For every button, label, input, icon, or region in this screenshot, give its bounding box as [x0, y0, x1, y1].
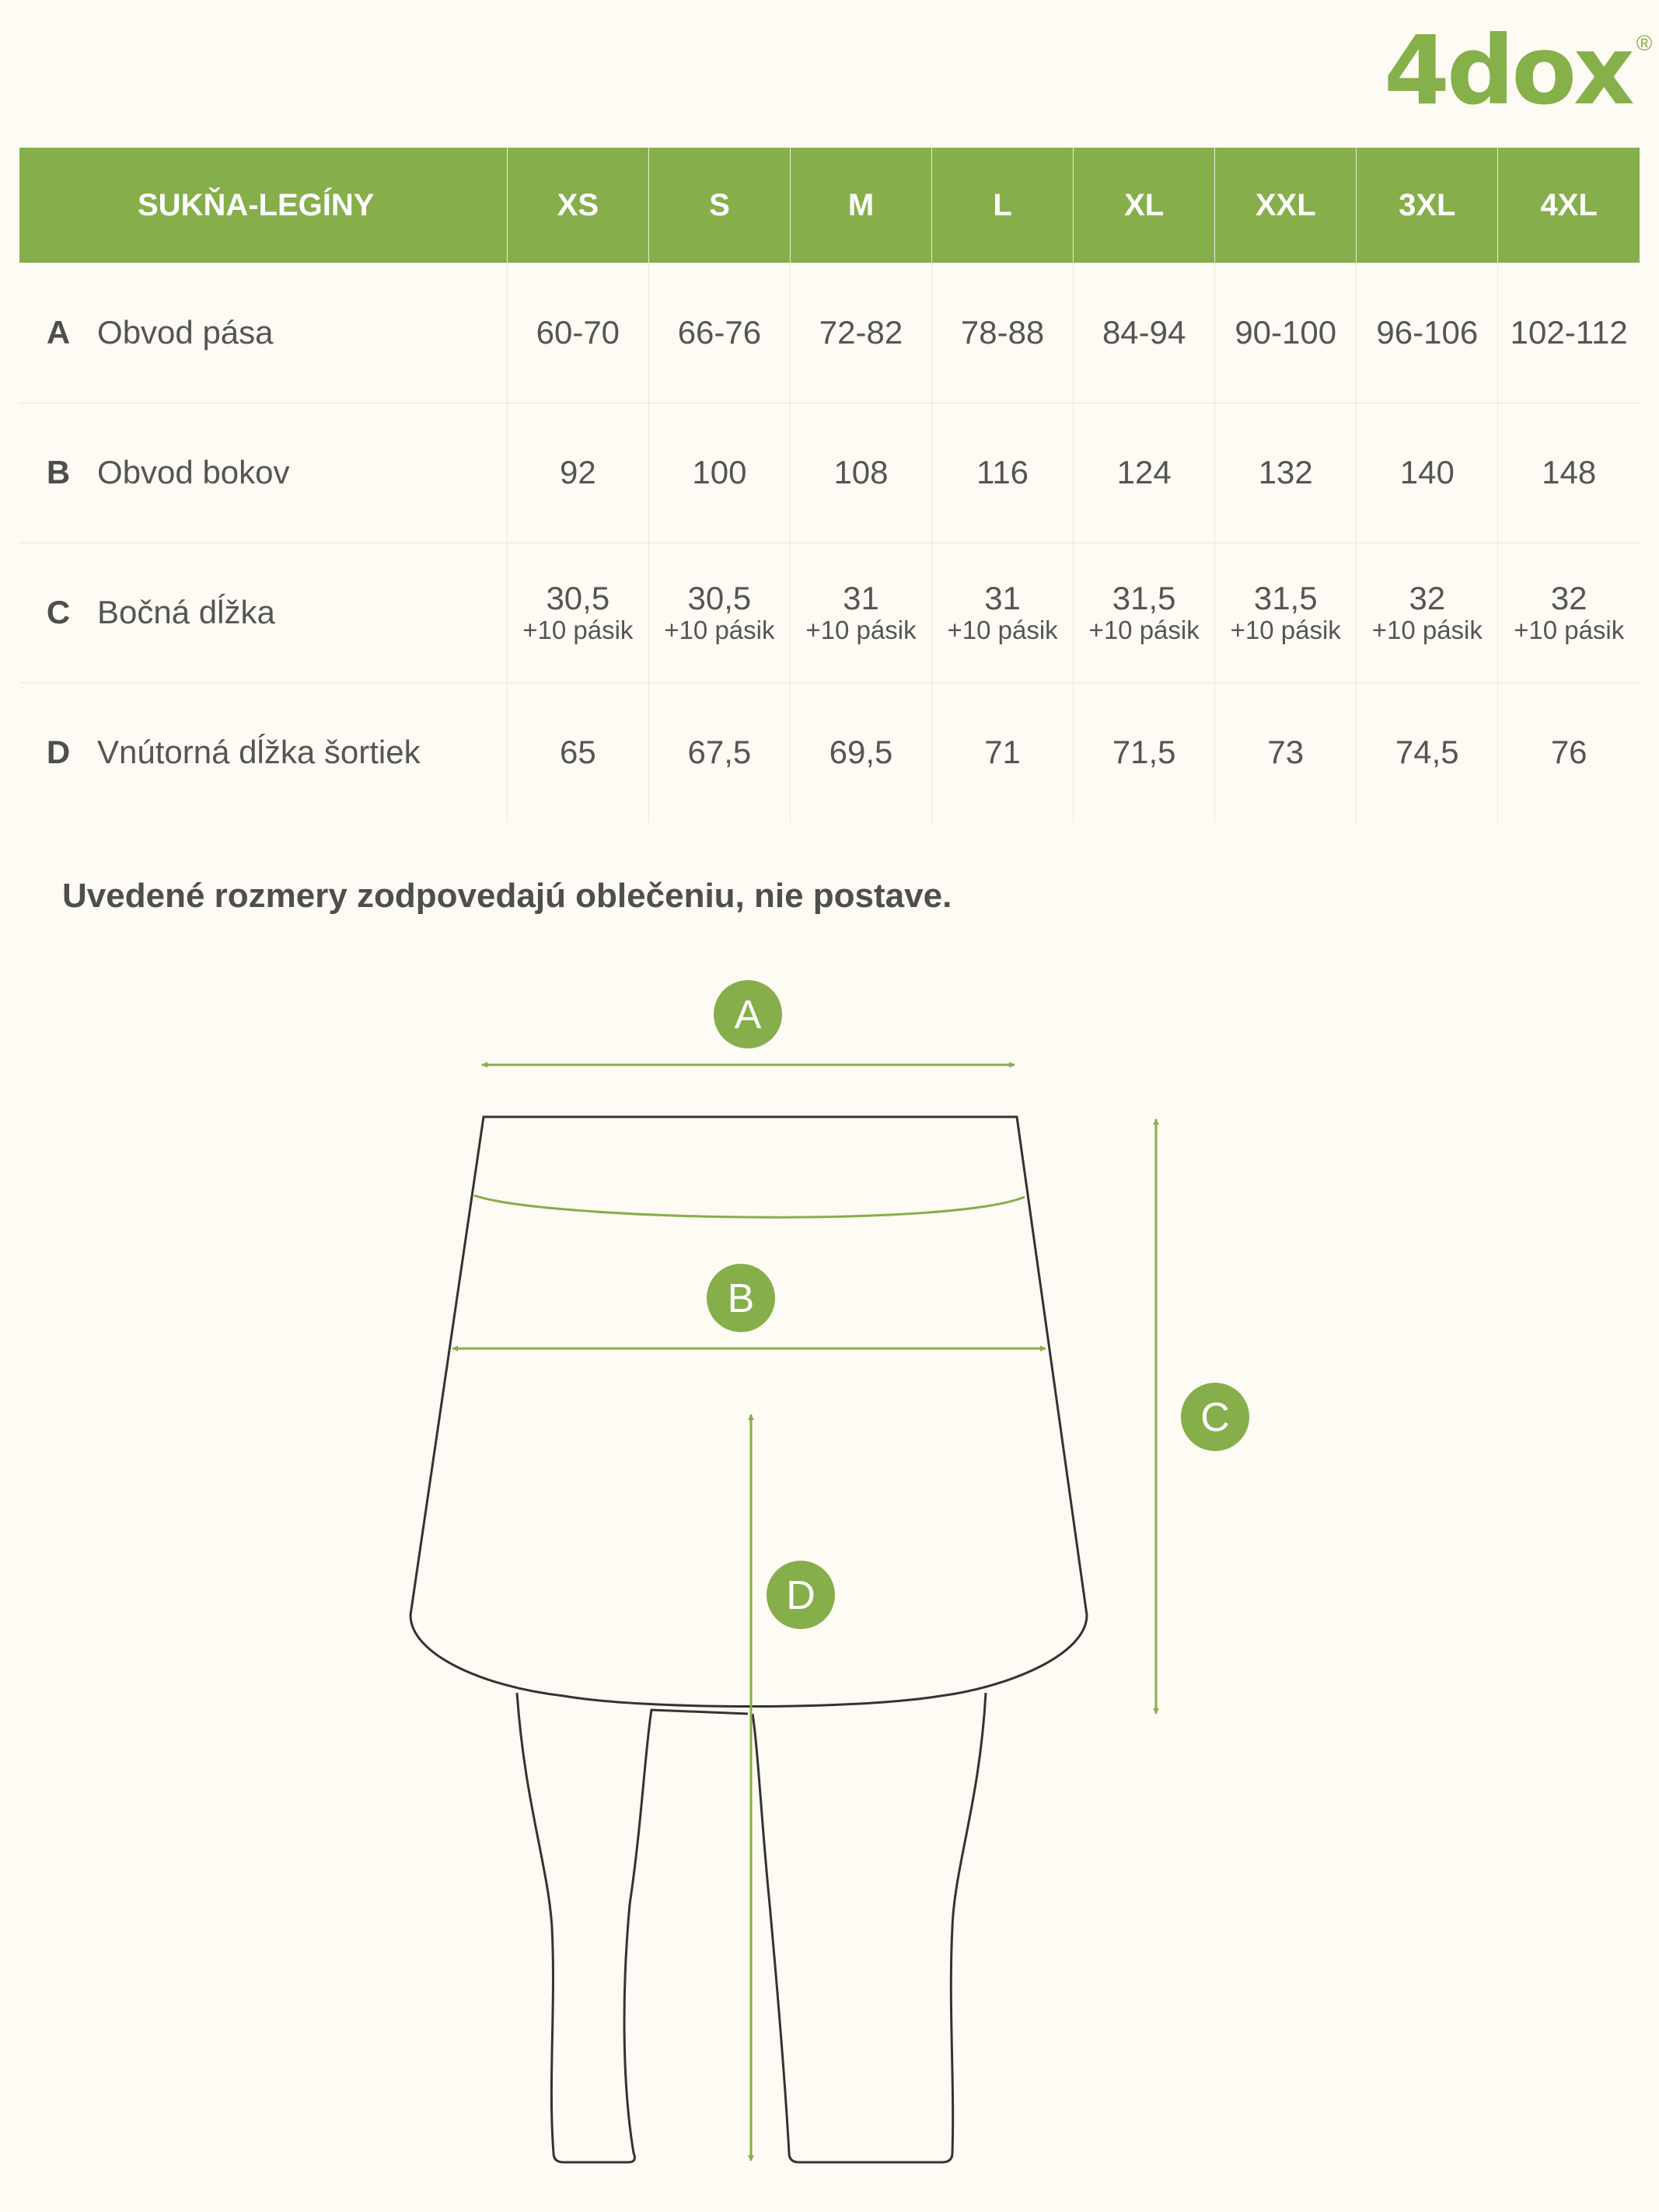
leggings-right-leg — [753, 1693, 986, 2162]
cell-subvalue: +10 pásik — [1088, 615, 1200, 644]
brand-logo-text: 4dox — [1384, 16, 1632, 126]
cell-value: 78-88 — [960, 313, 1045, 351]
badge-a-label: A — [734, 993, 762, 1038]
size-header: XXL — [1215, 148, 1357, 263]
size-header: XS — [507, 148, 648, 263]
cell-value: 132 — [1258, 453, 1313, 490]
cell-value: 69,5 — [829, 734, 893, 771]
cell-value: 60-70 — [536, 313, 620, 351]
cell-subvalue: +10 pásik — [1371, 615, 1483, 644]
registered-mark: ® — [1636, 31, 1653, 55]
cell-value: 102-112 — [1510, 313, 1628, 351]
cell-value: 140 — [1399, 453, 1455, 490]
cell-value: 72-82 — [819, 313, 903, 351]
cell-value: 116 — [976, 453, 1029, 490]
badge-d — [767, 1561, 835, 1629]
measurement-note: Uvedené rozmery zodpovedajú oblečeniu, nie postave. — [62, 877, 952, 915]
cell-value: 124 — [1116, 453, 1172, 490]
cell-subvalue: +10 pásik — [1230, 615, 1341, 644]
cell-subvalue: +10 pásik — [664, 615, 775, 644]
cell-value: 65 — [559, 734, 596, 771]
row-name: Bočná dĺžka — [82, 543, 507, 682]
badge-c-label: C — [1200, 1395, 1230, 1440]
row-name: Vnútorná dĺžka šortiek — [82, 682, 507, 822]
cell-subvalue: +10 pásik — [1514, 615, 1625, 644]
cell-value: 71,5 — [1112, 734, 1176, 771]
cell-subvalue: +10 pásik — [522, 615, 634, 644]
cell-value: 148 — [1542, 453, 1597, 490]
size-header: 4XL — [1498, 148, 1640, 263]
cell-subvalue: +10 pásik — [947, 615, 1058, 644]
cell-value: 32 — [1409, 579, 1446, 616]
cell-value: 74,5 — [1395, 734, 1459, 771]
badge-a — [714, 980, 782, 1048]
cell-value: 30,5 — [687, 579, 752, 616]
cell-value: 96-106 — [1376, 313, 1479, 351]
cell-value: 66-76 — [677, 313, 762, 351]
cell-value: 90-100 — [1235, 313, 1337, 351]
row-name: Obvod pása — [97, 313, 274, 351]
cell-value: 31,5 — [1112, 579, 1176, 616]
cell-value: 76 — [1550, 734, 1587, 771]
row-letter: D — [19, 682, 82, 822]
cell-value: 30,5 — [546, 579, 610, 616]
cell-value: 100 — [692, 453, 747, 490]
size-header: M — [790, 148, 931, 263]
row-name: Obvod bokov — [82, 403, 507, 543]
badge-d-label: D — [786, 1573, 816, 1618]
badge-b-label: B — [727, 1276, 755, 1321]
badge-b — [707, 1264, 775, 1332]
cell-value: 31 — [843, 579, 879, 616]
size-header: S — [648, 148, 790, 263]
row-letter: C — [19, 543, 82, 682]
size-header: XL — [1074, 148, 1215, 263]
table-title: SUKŇA-LEGÍNY — [138, 187, 375, 222]
size-header: L — [932, 148, 1074, 263]
cell-subvalue: +10 pásik — [805, 615, 917, 644]
cell-value: 31 — [984, 579, 1021, 616]
cell-value: 92 — [559, 453, 596, 490]
row-letter: A — [46, 313, 71, 351]
badge-c — [1181, 1383, 1249, 1451]
leggings-left-leg — [517, 1693, 748, 2162]
cell-value: 84-94 — [1102, 313, 1186, 351]
cell-value: 32 — [1550, 579, 1587, 616]
cell-value: 67,5 — [687, 734, 752, 771]
waistband-seam — [474, 1195, 1025, 1217]
cell-value: 71 — [984, 734, 1021, 771]
cell-value: 73 — [1267, 734, 1304, 771]
cell-value: 31,5 — [1253, 579, 1318, 616]
row-letter: B — [19, 403, 82, 543]
cell-value: 108 — [833, 453, 889, 490]
size-header: 3XL — [1357, 148, 1498, 263]
